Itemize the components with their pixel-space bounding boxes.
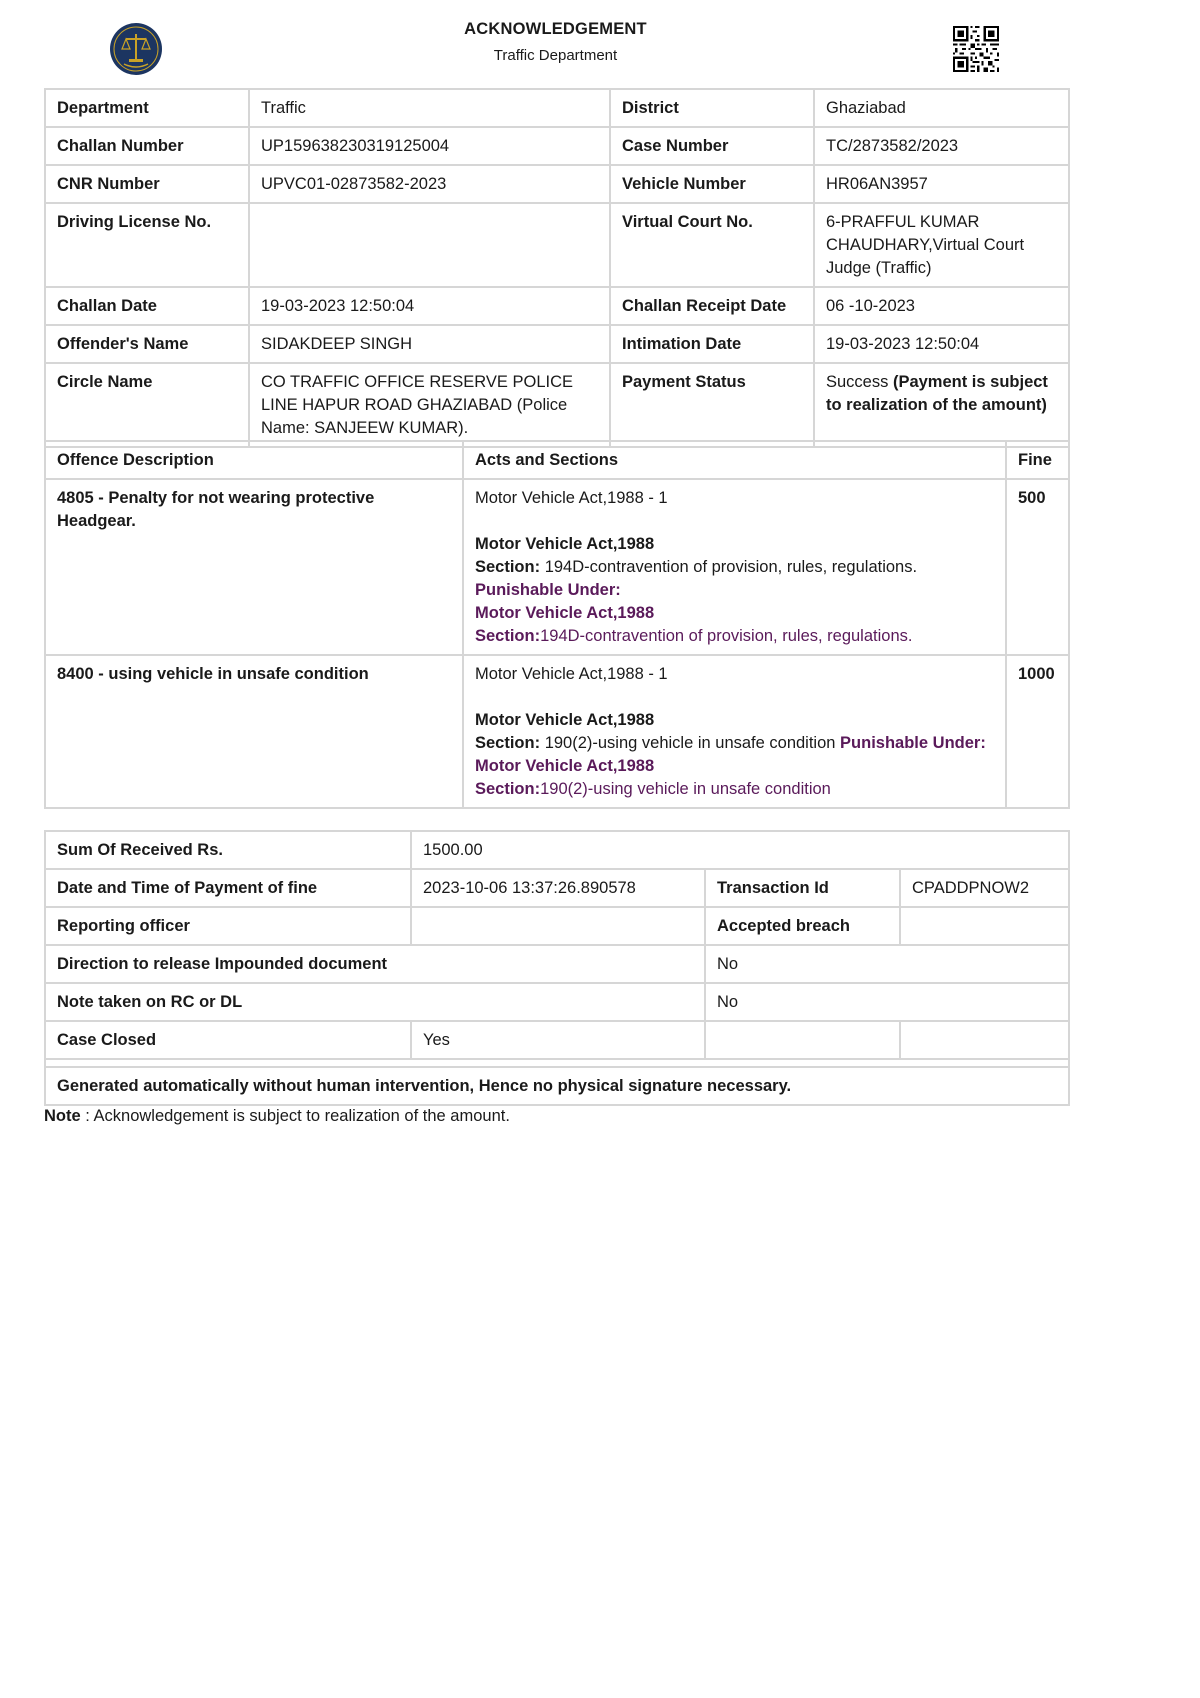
challan-date-value: 19-03-2023 12:50:04 (249, 287, 610, 325)
cnr-number-value: UPVC01-02873582-2023 (249, 165, 610, 203)
payment-status-value: Success (826, 373, 889, 391)
punishable-act: Motor Vehicle Act,1988 (475, 757, 655, 775)
offender-name-value: SIDAKDEEP SINGH (249, 325, 610, 363)
case-number-value: TC/2873582/2023 (814, 127, 1069, 165)
spacer-cell (45, 1059, 1069, 1067)
case-closed-value: Yes (411, 1021, 705, 1059)
table-row (45, 869, 1069, 907)
note-rc-dl-value: No (705, 983, 1069, 1021)
department-value: Traffic (249, 89, 610, 127)
punishable-under-label: Punishable Under: (475, 581, 621, 599)
payment-datetime-value: 2023-10-06 13:37:26.890578 (411, 869, 705, 907)
table-row (45, 655, 1069, 808)
acts-sections-cell (463, 479, 1006, 655)
fine-amount: 500 (1006, 479, 1069, 655)
payment-datetime-label: Date and Time of Payment of fine (45, 869, 411, 907)
table-row (45, 203, 1069, 287)
challan-number-value: UP159638230319125004 (249, 127, 610, 165)
table-row (45, 287, 1069, 325)
note-label: Note (44, 1107, 81, 1125)
challan-number-label: Challan Number (45, 127, 249, 165)
table-row (45, 363, 1069, 447)
punishable-under-label: Punishable Under: (840, 734, 986, 752)
district-label: District (610, 89, 814, 127)
document-title: ACKNOWLEDGEMENT (464, 20, 647, 38)
payment-status-label: Payment Status (610, 363, 814, 447)
offence-description-header: Offence Description (45, 441, 463, 479)
challan-receipt-date-label: Challan Receipt Date (610, 287, 814, 325)
case-closed-label: Case Closed (45, 1021, 411, 1059)
accepted-breach-value (900, 907, 1069, 945)
offence-table (44, 440, 1070, 809)
payment-status-cell (814, 363, 1069, 447)
fine-header: Fine (1006, 441, 1069, 479)
document-subtitle: Traffic Department (493, 47, 618, 64)
table-row (45, 831, 1069, 869)
section-line (475, 556, 994, 579)
table-row (45, 945, 1069, 983)
payment-details-table (44, 830, 1070, 1106)
sum-received-label: Sum Of Received Rs. (45, 831, 411, 869)
fine-amount: 1000 (1006, 655, 1069, 808)
note-rc-dl-label: Note taken on RC or DL (45, 983, 705, 1021)
footer-note (44, 1107, 510, 1126)
generated-notice: Generated automatically without human intervention, Hence no physical signature necessary. (45, 1067, 1069, 1105)
document-header (0, 0, 1200, 88)
cnr-number-label: CNR Number (45, 165, 249, 203)
table-row (45, 479, 1069, 655)
circle-name-value: CO TRAFFIC OFFICE RESERVE POLICE LINE HAPUR ROAD GHAZIABAD (Police Name: SANJEEW KUMAR). (249, 363, 610, 447)
section-label: Section: (475, 734, 541, 752)
punishable-section-line (475, 625, 994, 648)
table-row (45, 127, 1069, 165)
act-name: Motor Vehicle Act,1988 (475, 711, 655, 729)
transaction-id-value: CPADDPNOW2 (900, 869, 1069, 907)
intimation-date-value: 19-03-2023 12:50:04 (814, 325, 1069, 363)
sum-received-value: 1500.00 (411, 831, 1069, 869)
act-line: Motor Vehicle Act,1988 - 1 (475, 489, 668, 507)
direction-release-value: No (705, 945, 1069, 983)
table-row (45, 1067, 1069, 1105)
section-label: Section: (475, 558, 541, 576)
table-row (45, 983, 1069, 1021)
section-text: 194D-contravention of provision, rules, regulations. (544, 558, 918, 576)
virtual-court-value: 6-PRAFFUL KUMAR CHAUDHARY,Virtual Court Judge (Traffic) (814, 203, 1069, 287)
act-name: Motor Vehicle Act,1988 (475, 535, 655, 553)
department-label: Department (45, 89, 249, 127)
qr-code-icon (953, 26, 999, 72)
punishable-section-line (475, 778, 994, 801)
table-row (45, 907, 1069, 945)
empty-cell (900, 1021, 1069, 1059)
reporting-officer-label: Reporting officer (45, 907, 411, 945)
driving-license-value (249, 203, 610, 287)
section-line (475, 732, 994, 755)
empty-cell (705, 1021, 900, 1059)
circle-name-label: Circle Name (45, 363, 249, 447)
challan-receipt-date-value: 06 -10-2023 (814, 287, 1069, 325)
acts-sections-cell (463, 655, 1006, 808)
accepted-breach-label: Accepted breach (705, 907, 900, 945)
spacer-row (45, 1059, 1069, 1067)
transaction-id-label: Transaction Id (705, 869, 900, 907)
vehicle-number-label: Vehicle Number (610, 165, 814, 203)
challan-details-table (44, 88, 1070, 448)
note-text: : Acknowledgement is subject to realization of the amount. (80, 1107, 510, 1125)
punishable-section-label: Section: (475, 627, 541, 645)
challan-date-label: Challan Date (45, 287, 249, 325)
case-number-label: Case Number (610, 127, 814, 165)
district-value: Ghaziabad (814, 89, 1069, 127)
intimation-date-label: Intimation Date (610, 325, 814, 363)
section-text: 190(2)-using vehicle in unsafe condition (544, 734, 836, 752)
virtual-court-label: Virtual Court No. (610, 203, 814, 287)
offence-description: 4805 - Penalty for not wearing protective Headgear. (45, 479, 463, 655)
payment-status-note: (Payment is subject to realization of the amount) (826, 373, 1048, 414)
punishable-section-label: Section: (475, 780, 541, 798)
vehicle-number-value: HR06AN3957 (814, 165, 1069, 203)
table-header-row (45, 441, 1069, 479)
punishable-section-text: 194D-contravention of provision, rules, regulations. (540, 627, 913, 645)
act-line: Motor Vehicle Act,1988 - 1 (475, 665, 668, 683)
table-row (45, 325, 1069, 363)
direction-release-label: Direction to release Impounded document (45, 945, 705, 983)
offender-name-label: Offender's Name (45, 325, 249, 363)
table-row (45, 165, 1069, 203)
offence-description: 8400 - using vehicle in unsafe condition (45, 655, 463, 808)
reporting-officer-value (411, 907, 705, 945)
table-row (45, 89, 1069, 127)
punishable-act: Motor Vehicle Act,1988 (475, 604, 655, 622)
punishable-section-text: 190(2)-using vehicle in unsafe condition (540, 780, 831, 798)
table-row (45, 1021, 1069, 1059)
acts-sections-header: Acts and Sections (463, 441, 1006, 479)
driving-license-label: Driving License No. (45, 203, 249, 287)
